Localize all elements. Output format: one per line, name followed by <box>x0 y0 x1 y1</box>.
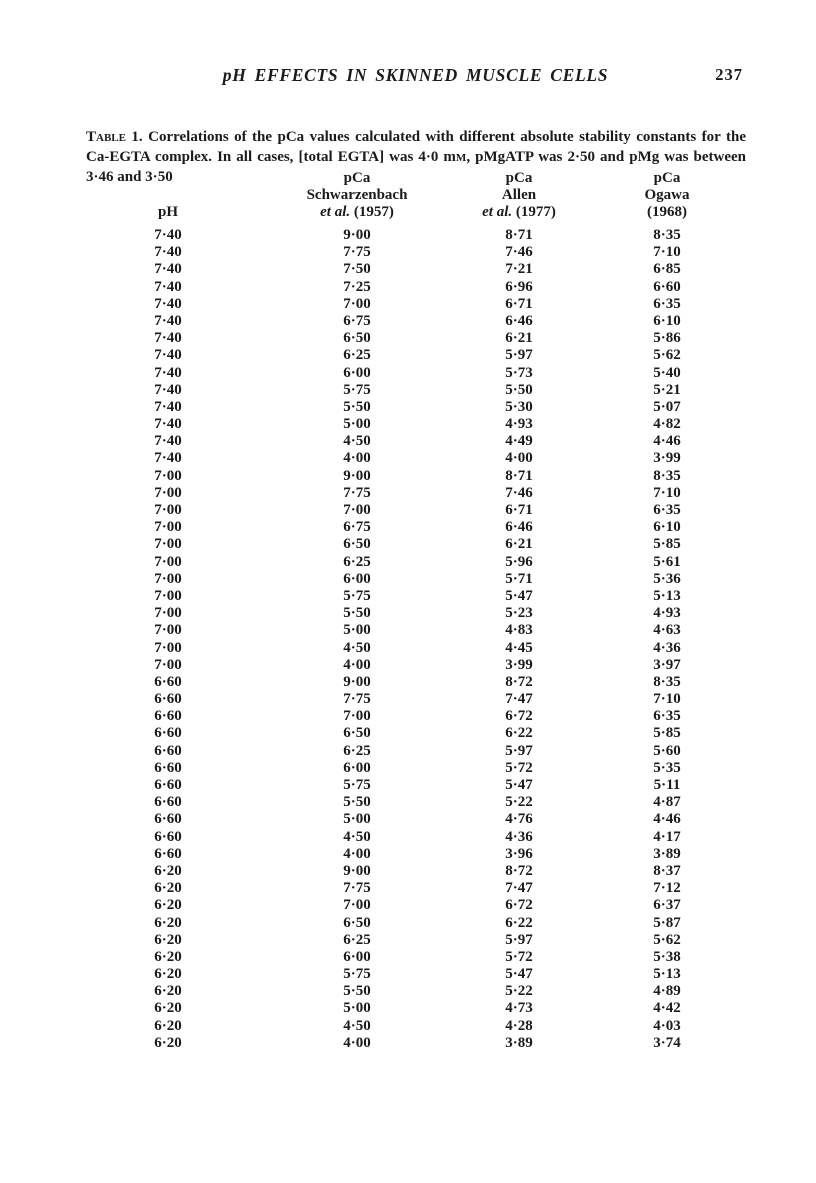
table-cell: 4·93 <box>505 416 533 433</box>
column-header-line: pCa <box>653 170 681 186</box>
table-cell: 5·75 <box>343 966 371 983</box>
table-row <box>0 296 816 313</box>
table-cell: 5·71 <box>505 570 533 587</box>
table-row <box>0 279 816 296</box>
table-cell: 8·72 <box>505 673 533 690</box>
column-header-line: Ogawa <box>644 187 690 203</box>
table-cell: 6·21 <box>505 536 533 553</box>
table-cell: 7·47 <box>505 880 533 897</box>
table-cell: 7·75 <box>343 880 371 897</box>
table-row <box>0 519 816 536</box>
table-cell: 7·00 <box>154 656 182 673</box>
table-cell: 5·62 <box>653 931 681 948</box>
table-cell: 7·40 <box>154 261 182 278</box>
table-cell: 6·20 <box>154 1017 182 1034</box>
table-cell: 7·00 <box>154 484 182 501</box>
table-cell: 6·96 <box>505 278 533 295</box>
table-cell: 5·38 <box>653 948 681 965</box>
table-row <box>0 880 816 897</box>
table-caption-text: 1. Correlations of the pCa values calculated with different absolute stability constants for the Ca-EGTA complex. In all cases, [total EGTA] was 4·0 m <box>86 129 746 165</box>
table-row <box>0 932 816 949</box>
table-row <box>0 536 816 553</box>
table-row <box>0 640 816 657</box>
table-row <box>0 863 816 880</box>
table-cell: 5·96 <box>505 553 533 570</box>
page-title: pH EFFECTS IN SKINNED MUSCLE CELLS <box>222 65 609 85</box>
table-row <box>0 330 816 347</box>
table-cell: 6·20 <box>154 880 182 897</box>
table-cell: 5·97 <box>505 347 533 364</box>
table-cell: 6·60 <box>154 794 182 811</box>
table-cell: 7·00 <box>343 295 371 312</box>
table-cell: 7·40 <box>154 330 182 347</box>
table-cell: 7·12 <box>653 880 681 897</box>
table-cell: 8·35 <box>653 227 681 243</box>
table-cell: 9·00 <box>343 862 371 879</box>
table-cell: 4·36 <box>505 828 533 845</box>
table-cell: 6·35 <box>653 502 681 518</box>
table-caption-unit-smallcap: m <box>455 149 467 165</box>
table-cell: 4·17 <box>653 828 681 845</box>
table-cell: 6·46 <box>505 312 533 329</box>
table-cell: 5·22 <box>505 794 533 811</box>
table-row <box>0 571 816 588</box>
table-cell: 4·73 <box>505 1000 533 1017</box>
table-cell: 7·00 <box>154 467 182 484</box>
table-cell: 9·00 <box>343 227 371 243</box>
table-cell: 5·00 <box>343 622 371 639</box>
column-header-line: pCa <box>343 170 371 186</box>
table-cell: 3·96 <box>505 845 533 862</box>
table-cell: 5·97 <box>505 931 533 948</box>
table-cell: 7·25 <box>343 278 371 295</box>
table-cell: 7·75 <box>343 691 371 708</box>
table-cell: 6·10 <box>653 519 681 536</box>
table-row <box>0 760 816 777</box>
table-cell: 6·71 <box>505 502 533 518</box>
table-cell: 6·20 <box>154 931 182 948</box>
table-cell: 6·25 <box>343 553 371 570</box>
table-cell: 7·40 <box>154 347 182 364</box>
table-row <box>0 1000 816 1017</box>
table-cell: 5·22 <box>505 983 533 1000</box>
table-cell: 7·46 <box>505 244 533 261</box>
column-header-line: Allen <box>501 187 537 203</box>
table-row <box>0 485 816 502</box>
table-cell: 7·40 <box>154 295 182 312</box>
table-cell: 7·40 <box>154 244 182 261</box>
table-cell: 6·20 <box>154 862 182 879</box>
table-cell: 4·00 <box>343 450 371 467</box>
table-cell: 7·40 <box>154 278 182 295</box>
table-cell: 7·50 <box>343 261 371 278</box>
table-cell: 7·40 <box>154 433 182 450</box>
table-cell: 4·50 <box>343 1017 371 1034</box>
table-cell: 5·00 <box>343 811 371 828</box>
table-cell: 5·72 <box>505 759 533 776</box>
table-cell: 6·60 <box>154 828 182 845</box>
table-cell: 4·89 <box>653 983 681 1000</box>
table-cell: 5·00 <box>343 416 371 433</box>
table-cell: 6·20 <box>154 1034 182 1051</box>
table-cell: 5·86 <box>653 330 681 347</box>
table-cell: 6·22 <box>505 725 533 742</box>
table-cell: 8·71 <box>505 227 533 243</box>
table-cell: 6·60 <box>154 811 182 828</box>
table-cell: 7·00 <box>154 519 182 536</box>
table-cell: 6·85 <box>653 261 681 278</box>
table-cell: 3·99 <box>505 656 533 673</box>
table-cell: 6·20 <box>154 983 182 1000</box>
table-cell: 4·49 <box>505 433 533 450</box>
table-caption-text-2: , pMgATP was 2·50 and pMg was between 3·46 and 3·50 <box>86 149 747 185</box>
table-row <box>0 949 816 966</box>
table-cell: 3·99 <box>653 450 681 467</box>
table-row <box>0 399 816 416</box>
table-cell: 5·50 <box>505 381 533 398</box>
table-cell: 4·28 <box>505 1017 533 1034</box>
table-cell: 7·75 <box>343 244 371 261</box>
table-cell: 7·21 <box>505 261 533 278</box>
table-row <box>0 227 816 244</box>
et-al-italic: et al. <box>482 204 513 220</box>
table-cell: 7·00 <box>154 536 182 553</box>
table-cell: 6·00 <box>343 759 371 776</box>
table-cell: 7·10 <box>653 484 681 501</box>
table-cell: 7·10 <box>653 691 681 708</box>
table-cell: 8·35 <box>653 673 681 690</box>
table-cell: 5·73 <box>505 364 533 381</box>
table-cell: 5·23 <box>505 605 533 622</box>
table-cell: 5·75 <box>343 381 371 398</box>
table-row <box>0 450 816 467</box>
column-header-schwarzenbach <box>277 170 437 221</box>
table-row <box>0 657 816 674</box>
table-cell: 7·40 <box>154 450 182 467</box>
column-header-line <box>277 204 437 221</box>
table-row <box>0 433 816 450</box>
table-row <box>0 708 816 725</box>
table-row <box>0 468 816 485</box>
table-cell: 6·60 <box>154 759 182 776</box>
table-cell: 7·00 <box>154 553 182 570</box>
table-cell: 9·00 <box>343 673 371 690</box>
table-cell: 6·35 <box>653 708 681 725</box>
table-cell: 5·35 <box>653 759 681 776</box>
table-cell: 4·03 <box>653 1017 681 1034</box>
table-row <box>0 416 816 433</box>
table-cell: 6·50 <box>343 914 371 931</box>
table-cell: 7·00 <box>343 897 371 914</box>
table-cell: 6·50 <box>343 330 371 347</box>
table-cell: 6·60 <box>154 777 182 793</box>
table-cell: 6·25 <box>343 931 371 948</box>
table-cell: 5·07 <box>653 398 681 415</box>
table-row <box>0 725 816 742</box>
table-row <box>0 829 816 846</box>
table-cell: 6·22 <box>505 914 533 931</box>
data-table <box>0 227 816 1052</box>
column-header-ph-label: pH <box>157 204 178 220</box>
table-cell: 6·25 <box>343 347 371 364</box>
column-header-allen <box>439 170 599 221</box>
table-cell: 6·60 <box>154 845 182 862</box>
table-cell: 5·21 <box>653 381 681 398</box>
column-header-ph <box>88 170 248 221</box>
table-cell: 4·50 <box>343 828 371 845</box>
table-row <box>0 897 816 914</box>
table-cell: 5·11 <box>653 777 681 793</box>
table-cell: 6·60 <box>154 725 182 742</box>
table-cell: 6·37 <box>653 897 681 914</box>
page-number: 237 <box>715 65 743 84</box>
table-cell: 5·62 <box>653 347 681 364</box>
table-cell: 5·00 <box>343 1000 371 1017</box>
table-cell: 5·13 <box>653 587 681 604</box>
column-header-ogawa <box>587 170 747 221</box>
table-cell: 3·89 <box>653 845 681 862</box>
table-cell: 8·35 <box>653 467 681 484</box>
table-cell: 7·47 <box>505 691 533 708</box>
table-cell: 5·75 <box>343 777 371 793</box>
table-row <box>0 382 816 399</box>
table-cell: 6·20 <box>154 948 182 965</box>
table-row <box>0 554 816 571</box>
table-cell: 6·20 <box>154 1000 182 1017</box>
table-cell: 7·00 <box>154 622 182 639</box>
table-cell: 5·97 <box>505 742 533 759</box>
table-cell: 4·50 <box>343 433 371 450</box>
table-cell: 7·00 <box>154 502 182 518</box>
table-cell: 5·13 <box>653 966 681 983</box>
year-label: (1977) <box>512 204 556 220</box>
table-cell: 5·50 <box>343 605 371 622</box>
table-cell: 7·00 <box>154 605 182 622</box>
table-cell: 7·00 <box>343 708 371 725</box>
year-label: (1957) <box>350 204 394 220</box>
table-cell: 4·87 <box>653 794 681 811</box>
table-cell: 7·00 <box>154 639 182 656</box>
column-header-line: Schwarzenbach <box>306 187 408 203</box>
table-cell: 4·83 <box>505 622 533 639</box>
table-row <box>0 691 816 708</box>
table-cell: 7·40 <box>154 227 182 243</box>
table-row <box>0 244 816 261</box>
table-cell: 5·72 <box>505 948 533 965</box>
table-row <box>0 1035 816 1052</box>
table-cell: 5·40 <box>653 364 681 381</box>
table-row <box>0 502 816 519</box>
table-cell: 6·72 <box>505 708 533 725</box>
table-cell: 5·85 <box>653 536 681 553</box>
table-cell: 7·00 <box>343 502 371 518</box>
table-cell: 6·35 <box>653 295 681 312</box>
table-cell: 6·75 <box>343 312 371 329</box>
table-row <box>0 777 816 794</box>
table-row <box>0 915 816 932</box>
table-cell: 6·75 <box>343 519 371 536</box>
table-cell: 5·50 <box>343 983 371 1000</box>
table-cell: 4·46 <box>653 811 681 828</box>
table-cell: 6·10 <box>653 312 681 329</box>
table-cell: 5·60 <box>653 742 681 759</box>
table-row <box>0 261 816 278</box>
table-cell: 6·21 <box>505 330 533 347</box>
table-cell: 9·00 <box>343 467 371 484</box>
table-cell: 3·89 <box>505 1034 533 1051</box>
column-header-line <box>587 204 747 221</box>
table-cell: 6·50 <box>343 536 371 553</box>
table-cell: 5·50 <box>343 794 371 811</box>
table-cell: 6·60 <box>154 708 182 725</box>
table-cell: 6·00 <box>343 570 371 587</box>
table-cell: 6·46 <box>505 519 533 536</box>
table-cell: 7·10 <box>653 244 681 261</box>
table-cell: 4·76 <box>505 811 533 828</box>
table-row <box>0 365 816 382</box>
table-cell: 3·97 <box>653 656 681 673</box>
table-cell: 6·60 <box>653 278 681 295</box>
table-cell: 5·85 <box>653 725 681 742</box>
table-cell: 7·40 <box>154 398 182 415</box>
table-cell: 7·40 <box>154 416 182 433</box>
table-row <box>0 966 816 983</box>
table-cell: 5·47 <box>505 777 533 793</box>
table-cell: 4·93 <box>653 605 681 622</box>
table-cell: 6·60 <box>154 742 182 759</box>
et-al-italic: et al. <box>320 204 351 220</box>
table-cell: 8·37 <box>653 862 681 879</box>
table-cell: 7·00 <box>154 587 182 604</box>
table-cell: 5·75 <box>343 587 371 604</box>
column-header-line: pCa <box>505 170 533 186</box>
table-cell: 7·46 <box>505 484 533 501</box>
table-cell: 4·50 <box>343 639 371 656</box>
table-cell: 5·50 <box>343 398 371 415</box>
table-cell: 5·36 <box>653 570 681 587</box>
table-cell: 4·00 <box>343 1034 371 1051</box>
table-row <box>0 983 816 1000</box>
table-row <box>0 622 816 639</box>
table-caption-label: Table <box>86 129 126 145</box>
table-cell: 7·75 <box>343 484 371 501</box>
table-cell: 3·74 <box>653 1034 681 1051</box>
table-row <box>0 846 816 863</box>
table-cell: 6·20 <box>154 914 182 931</box>
table-cell: 4·00 <box>505 450 533 467</box>
table-cell: 6·60 <box>154 691 182 708</box>
table-cell: 6·20 <box>154 897 182 914</box>
table-cell: 7·40 <box>154 381 182 398</box>
table-cell: 5·47 <box>505 966 533 983</box>
table-cell: 4·63 <box>653 622 681 639</box>
table-row <box>0 811 816 828</box>
table-cell: 5·87 <box>653 914 681 931</box>
year-label: (1968) <box>647 204 687 220</box>
table-cell: 6·71 <box>505 295 533 312</box>
table-row <box>0 674 816 691</box>
table-row <box>0 1018 816 1035</box>
table-cell: 4·00 <box>343 845 371 862</box>
table-row <box>0 794 816 811</box>
table-row <box>0 588 816 605</box>
table-cell: 5·30 <box>505 398 533 415</box>
table-cell: 4·36 <box>653 639 681 656</box>
table-cell: 6·20 <box>154 966 182 983</box>
table-cell: 7·40 <box>154 364 182 381</box>
table-cell: 6·25 <box>343 742 371 759</box>
table-row <box>0 313 816 330</box>
table-cell: 4·46 <box>653 433 681 450</box>
table-cell: 6·50 <box>343 725 371 742</box>
table-cell: 6·00 <box>343 948 371 965</box>
table-cell: 6·72 <box>505 897 533 914</box>
table-cell: 8·72 <box>505 862 533 879</box>
table-cell: 4·00 <box>343 656 371 673</box>
running-head <box>86 65 745 89</box>
table-cell: 5·47 <box>505 587 533 604</box>
table-row <box>0 743 816 760</box>
table-cell: 5·61 <box>653 553 681 570</box>
table-cell: 8·71 <box>505 467 533 484</box>
table-cell: 4·42 <box>653 1000 681 1017</box>
table-cell: 6·00 <box>343 364 371 381</box>
table-row <box>0 347 816 364</box>
table-cell: 4·82 <box>653 416 681 433</box>
table-cell: 7·00 <box>154 570 182 587</box>
table-row <box>0 605 816 622</box>
column-header-line <box>439 204 599 221</box>
table-cell: 4·45 <box>505 639 533 656</box>
table-cell: 7·40 <box>154 312 182 329</box>
table-cell: 6·60 <box>154 673 182 690</box>
